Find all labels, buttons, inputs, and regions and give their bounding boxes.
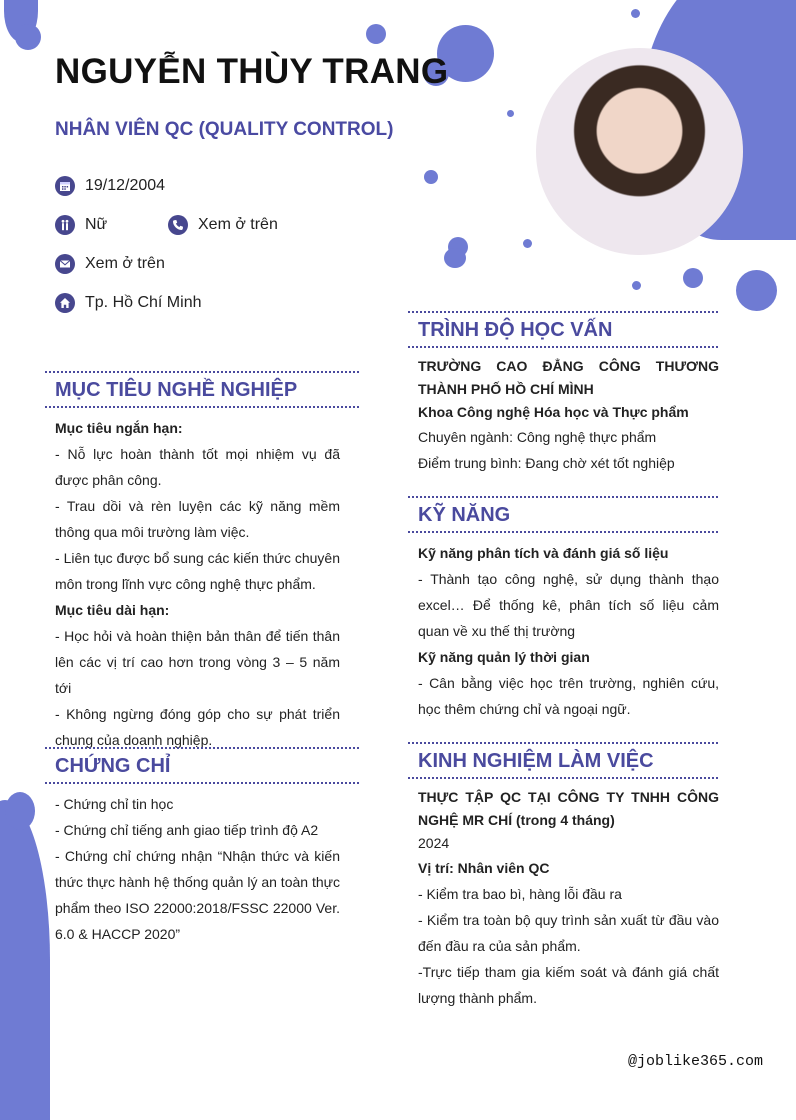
decor-blob-topleft-b [15, 24, 41, 50]
experience-item: - Kiểm tra bao bì, hàng lỗi đầu ra [418, 886, 622, 902]
phone-icon [168, 215, 188, 235]
certificate-item: - Chứng chỉ chứng nhận “Nhận thức và kiến thức thực hành hệ thống quản lý an toàn thực phẩm theo ISO 22000:2018/FSSC 22000 Ver. 6.0 & HACCP 2020” [55, 848, 340, 942]
education-gpa: Điểm trung bình: Đang chờ xét tốt nghiệp [418, 455, 675, 471]
email-row [55, 254, 165, 274]
candidate-name: NGUYỄN THÙY TRANG [55, 52, 449, 91]
objective-short-item: - Liên tục được bổ sung các kiến thức chuyên môn trong lĩnh vực công nghệ thực phẩm. [55, 550, 340, 592]
skill-text: - Cân bằng việc học trên trường, nghiên cứu, học thêm chứng chỉ và ngoại ngữ. [418, 675, 719, 717]
address-value: Tp. Hồ Chí Minh [85, 294, 202, 311]
skill-text: - Thành tạo công nghệ, sử dụng thành thạo excel… Để thống kê, phân tích số liệu cảm quan về xu thế thị trường [418, 571, 719, 639]
decor-blob-right-b [736, 270, 777, 311]
objective-content [55, 415, 340, 753]
objective-long-item: - Không ngừng đóng góp cho sự phát triển chung của doanh nghiệp. [55, 706, 340, 748]
experience-content [418, 786, 719, 1011]
birthday-row [55, 176, 165, 196]
skills-content [418, 540, 719, 722]
education-content [418, 355, 719, 476]
certificate-item: - Chứng chỉ tiếng anh giao tiếp trình độ A2 [55, 822, 319, 838]
certificate-item: - Chứng chỉ tin học [55, 796, 174, 812]
decor-blob-mid-b [444, 248, 466, 268]
certificates-content [55, 791, 340, 947]
calendar-icon [55, 176, 75, 196]
mail-icon [55, 254, 75, 274]
objective-long-heading: Mục tiêu dài hạn: [55, 602, 170, 618]
birthday-value: 19/12/2004 [85, 177, 166, 194]
decor-blob-right-a [683, 268, 703, 288]
objective-short-item: - Trau dồi và rèn luyện các kỹ năng mềm thông qua môi trường làm việc. [55, 498, 340, 540]
experience-item: -Trực tiếp tham gia kiếm soát và đánh giá chất lượng thành phẩm. [418, 964, 719, 1006]
phone-row [168, 215, 278, 235]
gender-row [55, 215, 107, 235]
experience-section-title: KINH NGHIỆM LÀM VIỆC [408, 742, 718, 779]
objective-section-title: MỤC TIÊU NGHỀ NGHIỆP [45, 371, 359, 408]
decor-dot-3 [424, 170, 438, 184]
phone-value: Xem ở trên [198, 216, 278, 233]
objective-short-item: - Nỗ lực hoàn thành tốt mọi nhiệm vụ đã được phân công. [55, 446, 340, 488]
experience-role: Vị trí: Nhân viên QC [418, 860, 550, 876]
experience-year: 2024 [418, 835, 450, 851]
skills-section-title: KỸ NĂNG [408, 496, 718, 533]
decor-blob-top-a [366, 24, 386, 44]
gender-icon [55, 215, 75, 235]
email-value: Xem ở trên [85, 255, 165, 272]
watermark-text: @joblike365.com [627, 1053, 763, 1070]
experience-item: - Kiểm tra toàn bộ quy trình sản xuất từ đầu vào đến đầu ra của sản phẩm. [418, 912, 719, 954]
objective-short-heading: Mục tiêu ngắn hạn: [55, 420, 183, 436]
education-faculty: Khoa Công nghệ Hóa học và Thực phẩm [418, 404, 689, 420]
objective-long-item: - Học hỏi và hoàn thiện bản thân để tiến thân lên các vị trí cao hơn trong vòng 3 – 5 năm tới [55, 628, 340, 696]
decor-dot-5 [632, 281, 641, 290]
decor-blob-bottomleft [0, 800, 50, 1120]
skill-heading: Kỹ năng quản lý thời gian [418, 649, 590, 665]
home-icon [55, 293, 75, 313]
certificates-section-title: CHỨNG CHỈ [45, 747, 359, 784]
decor-blob-bottomleft-b [5, 792, 35, 830]
experience-company: THỰC TẬP QC TẠI CÔNG TY TNHH CÔNG NGHỆ MR CHÍ (trong 4 tháng) [418, 789, 719, 828]
education-section-title: TRÌNH ĐỘ HỌC VẤN [408, 311, 718, 348]
address-row [55, 293, 201, 313]
education-school: TRƯỜNG CAO ĐẲNG CÔNG THƯƠNG THÀNH PHỐ HỒ CHÍ MÌNH [418, 358, 719, 397]
decor-dot-2 [507, 110, 514, 117]
job-title: NHÂN VIÊN QC (QUALITY CONTROL) [55, 119, 394, 140]
gender-value: Nữ [85, 216, 108, 233]
skill-heading: Kỹ năng phân tích và đánh giá số liệu [418, 545, 669, 561]
profile-photo [536, 48, 743, 255]
education-major: Chuyên ngành: Công nghệ thực phẩm [418, 429, 657, 445]
decor-dot-4 [523, 239, 532, 248]
decor-dot-1 [631, 9, 640, 18]
